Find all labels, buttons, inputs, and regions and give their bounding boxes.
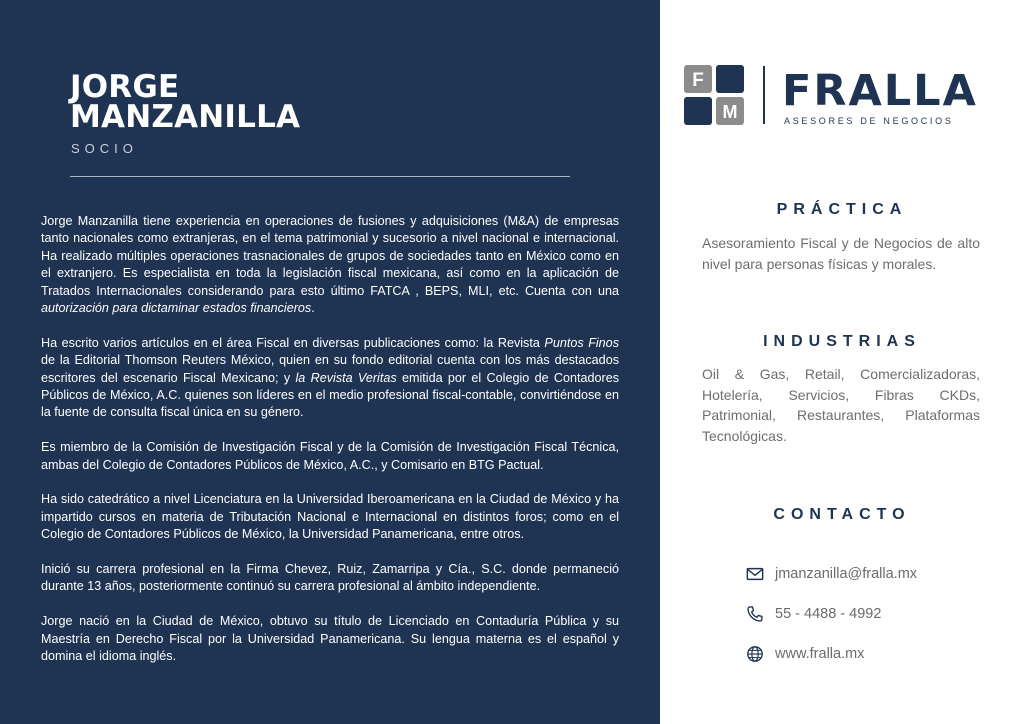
- practice-text: Asesoramiento Fiscal y de Negocios de alto nivel para personas físicas y morales.: [702, 235, 980, 272]
- divider: [70, 176, 570, 177]
- logo-letter-f: F: [692, 70, 704, 91]
- mail-icon: [746, 565, 764, 583]
- logo-square-navy-bottom: [684, 97, 712, 125]
- bio-paragraph-6: Jorge nació en la Ciudad de México, obtuvo su título de Licenciado en Contaduría Pública y su Maestría en Derecho Fiscal por la Universidad Panamericana. Su lengua materna es el español y domina el idioma inglés.: [41, 614, 619, 664]
- globe-icon: [746, 645, 764, 663]
- bio-paragraph-2: [41, 335, 619, 422]
- name-last: MANZANILLA: [70, 99, 301, 135]
- phone-icon: [746, 605, 764, 623]
- bio-p2-emphasis-a: Puntos Finos: [544, 335, 619, 350]
- bio-p1-end: .: [311, 301, 315, 316]
- biography: [41, 213, 619, 683]
- bio-paragraph-3: Es miembro de la Comisión de Investigación Fiscal y de la Comisión de Investigación Fiscal Técnica, ambas del Colegio de Contadores Públicos de México, A.C., y Comisario en BTG Pactual.: [41, 440, 619, 472]
- bio-p2-text-a: Ha escrito varios artículos en el área Fiscal en diversas publicaciones como: la Revista: [41, 335, 545, 350]
- website-text[interactable]: www.fralla.mx: [775, 646, 865, 662]
- bio-paragraph-1: [41, 213, 619, 317]
- contact-website[interactable]: [746, 644, 864, 664]
- industries-title: INDUSTRIAS: [763, 333, 921, 350]
- profile-name: [70, 69, 301, 135]
- bio-p2-text-c: emitida por el Colegio de Contadores Públicos de México, A.C. quienes son líderes en el medio profesional fiscal-contable, convirtiéndose en la fuente de consulta fiscal única en su género.: [41, 370, 620, 420]
- contact-phone[interactable]: [746, 604, 881, 624]
- fralla-logo: [682, 62, 1002, 132]
- profile-role: SOCIO: [71, 141, 138, 156]
- bio-p2-text-b: de la Editorial Thomson Reuters México, quien en su fondo editorial cuenta con los más destacados escritores del escenario Fiscal Mexicano; y: [41, 353, 619, 385]
- bio-p1-text: Jorge Manzanilla tiene experiencia en operaciones de fusiones y adquisiciones (M&A) de empresas tanto nacionales como extranjeras, en el tema patrimonial y sucesorio a nivel nacional e internacional. Ha realizado múltiples operaciones trasnacionales de grupos de sociedades tanto en México como en el extranjero. Es especialista en toda la legislación fiscal mexicana, así como en la aplicación de Tratados Internacionales considerando para esto último FATCA , BEPS, MLI, etc. Cuenta con una: [41, 214, 619, 298]
- logo-tagline: ASESORES DE NEGOCIOS: [784, 116, 954, 126]
- name-first: JORGE: [70, 69, 180, 105]
- contact-title: CONTACTO: [773, 506, 911, 523]
- bio-p2-emphasis-b: la Revista Veritas: [295, 370, 397, 385]
- email-text[interactable]: jmanzanilla@fralla.mx: [775, 566, 918, 582]
- bio-p1-emphasis: autorización para dictaminar estados financieros: [41, 301, 312, 316]
- logo-square-navy-top: [716, 65, 744, 93]
- phone-text[interactable]: 55 - 4488 - 4992: [775, 606, 882, 622]
- logo-separator: [763, 66, 765, 124]
- contact-email[interactable]: [746, 564, 917, 584]
- practice-title: PRÁCTICA: [776, 201, 908, 218]
- bio-paragraph-5: Inició su carrera profesional en la Firma Chevez, Ruiz, Zamarripa y Cía., S.C. donde permaneció durante 13 años, posteriormente continuó su carrera profesional al ámbito independiente.: [41, 562, 619, 594]
- right-panel: [660, 0, 1024, 724]
- bio-paragraph-4: Ha sido catedrático a nivel Licenciatura en la Universidad Iberoamericana en la Ciudad de México y ha impartido cursos en materia de Tributación Nacional e Internacional en distintos foros; como en el Colegio de Contadores Públicos de México, la Universidad Panamericana, entre otros.: [41, 492, 619, 542]
- logo-brand: FRALLA: [782, 66, 978, 116]
- logo-letter-m: M: [722, 102, 738, 122]
- industries-text: Oil & Gas, Retail, Comercializadoras, Hotelería, Servicios, Fibras CKDs, Patrimonial, Restaurantes, Plataformas Tecnológicas.: [702, 366, 980, 444]
